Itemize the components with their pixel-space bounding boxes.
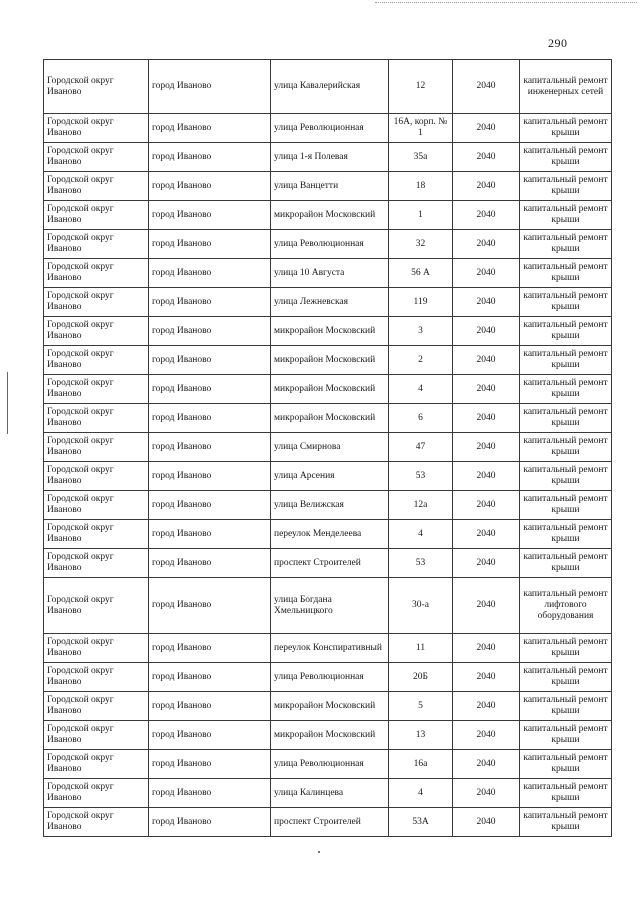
cell-work-type: капитальный ремонт крыши [520, 692, 612, 721]
cell-work-type: капитальный ремонт крыши [520, 462, 612, 491]
cell-year: 2040 [453, 721, 520, 750]
cell-work-type: капитальный ремонт крыши [520, 808, 612, 837]
cell-house-number: 5 [389, 692, 453, 721]
cell-house-number: 56 А [389, 259, 453, 288]
cell-house-number: 13 [389, 721, 453, 750]
table-row [44, 346, 612, 375]
cell-city: город Иваново [149, 114, 271, 143]
cell-street: микрорайон Московский [271, 692, 389, 721]
cell-year: 2040 [453, 114, 520, 143]
cell-year: 2040 [453, 201, 520, 230]
cell-year: 2040 [453, 808, 520, 837]
cell-street: проспект Строителей [271, 549, 389, 578]
cell-year: 2040 [453, 549, 520, 578]
cell-city: город Иваново [149, 663, 271, 692]
cell-city: город Иваново [149, 750, 271, 779]
cell-work-type: капитальный ремонт крыши [520, 172, 612, 201]
cell-okrug: Городской округ Иваново [44, 230, 149, 259]
table-row [44, 779, 612, 808]
cell-okrug: Городской округ Иваново [44, 520, 149, 549]
cell-work-type: капитальный ремонт крыши [520, 779, 612, 808]
cell-city: город Иваново [149, 520, 271, 549]
cell-work-type: капитальный ремонт крыши [520, 663, 612, 692]
cell-house-number: 2 [389, 346, 453, 375]
cell-house-number: 1 [389, 201, 453, 230]
table-row [44, 375, 612, 404]
cell-work-type: капитальный ремонт крыши [520, 259, 612, 288]
table-row [44, 750, 612, 779]
cell-house-number: 53 [389, 462, 453, 491]
cell-okrug: Городской округ Иваново [44, 779, 149, 808]
cell-city: город Иваново [149, 201, 271, 230]
cell-okrug: Городской округ Иваново [44, 549, 149, 578]
cell-work-type: капитальный ремонт крыши [520, 549, 612, 578]
cell-city: город Иваново [149, 462, 271, 491]
cell-street: микрорайон Московский [271, 404, 389, 433]
cell-street: микрорайон Московский [271, 721, 389, 750]
cell-year: 2040 [453, 692, 520, 721]
cell-okrug: Городской округ Иваново [44, 808, 149, 837]
cell-street: микрорайон Московский [271, 201, 389, 230]
cell-year: 2040 [453, 520, 520, 549]
cell-year: 2040 [453, 750, 520, 779]
cell-city: город Иваново [149, 375, 271, 404]
cell-house-number: 12 [389, 60, 453, 114]
cell-work-type: капитальный ремонт крыши [520, 433, 612, 462]
cell-city: город Иваново [149, 549, 271, 578]
cell-street: микрорайон Московский [271, 346, 389, 375]
cell-house-number: 4 [389, 779, 453, 808]
cell-okrug: Городской округ Иваново [44, 114, 149, 143]
cell-house-number: 119 [389, 288, 453, 317]
cell-work-type: капитальный ремонт инженерных сетей [520, 60, 612, 114]
cell-street: улица 1-я Полевая [271, 143, 389, 172]
table-row [44, 462, 612, 491]
cell-okrug: Городской округ Иваново [44, 288, 149, 317]
cell-street: улица Кавалерийская [271, 60, 389, 114]
cell-year: 2040 [453, 462, 520, 491]
scan-top-mark [375, 2, 637, 5]
cell-house-number: 12а [389, 491, 453, 520]
cell-year: 2040 [453, 172, 520, 201]
cell-year: 2040 [453, 491, 520, 520]
cell-city: город Иваново [149, 60, 271, 114]
cell-okrug: Городской округ Иваново [44, 404, 149, 433]
cell-street: улица Ванцетти [271, 172, 389, 201]
cell-year: 2040 [453, 779, 520, 808]
cell-okrug: Городской округ Иваново [44, 721, 149, 750]
cell-street: улица Революционная [271, 230, 389, 259]
table-row [44, 663, 612, 692]
cell-house-number: 11 [389, 634, 453, 663]
table-row [44, 578, 612, 634]
cell-house-number: 4 [389, 520, 453, 549]
cell-work-type: капитальный ремонт лифтового оборудования [520, 578, 612, 634]
cell-work-type: капитальный ремонт крыши [520, 375, 612, 404]
cell-year: 2040 [453, 578, 520, 634]
cell-house-number: 53А [389, 808, 453, 837]
cell-okrug: Городской округ Иваново [44, 663, 149, 692]
cell-house-number: 16а [389, 750, 453, 779]
cell-okrug: Городской округ Иваново [44, 578, 149, 634]
cell-city: город Иваново [149, 721, 271, 750]
cell-city: город Иваново [149, 259, 271, 288]
cell-okrug: Городской округ Иваново [44, 201, 149, 230]
cell-city: город Иваново [149, 578, 271, 634]
cell-okrug: Городской округ Иваново [44, 750, 149, 779]
cell-city: город Иваново [149, 491, 271, 520]
cell-work-type: капитальный ремонт крыши [520, 404, 612, 433]
housing-repair-table [43, 59, 612, 837]
cell-city: город Иваново [149, 692, 271, 721]
cell-house-number: 3 [389, 317, 453, 346]
cell-year: 2040 [453, 317, 520, 346]
cell-year: 2040 [453, 433, 520, 462]
cell-okrug: Городской округ Иваново [44, 491, 149, 520]
table-row [44, 143, 612, 172]
cell-street: улица Лежневская [271, 288, 389, 317]
cell-house-number: 53 [389, 549, 453, 578]
cell-work-type: капитальный ремонт крыши [520, 143, 612, 172]
cell-work-type: капитальный ремонт крыши [520, 520, 612, 549]
cell-street: улица Богдана Хмельницкого [271, 578, 389, 634]
cell-city: город Иваново [149, 172, 271, 201]
table-row [44, 520, 612, 549]
table-row [44, 808, 612, 837]
cell-street: проспект Строителей [271, 808, 389, 837]
cell-work-type: капитальный ремонт крыши [520, 201, 612, 230]
cell-okrug: Городской округ Иваново [44, 143, 149, 172]
cell-street: микрорайон Московский [271, 375, 389, 404]
table-row [44, 172, 612, 201]
cell-year: 2040 [453, 60, 520, 114]
cell-street: переулок Менделеева [271, 520, 389, 549]
table-row [44, 201, 612, 230]
cell-house-number: 47 [389, 433, 453, 462]
table-row [44, 721, 612, 750]
scan-binding-mark [7, 372, 8, 434]
table-row [44, 404, 612, 433]
cell-okrug: Городской округ Иваново [44, 634, 149, 663]
cell-house-number: 16А, корп. № 1 [389, 114, 453, 143]
cell-street: улица Революционная [271, 750, 389, 779]
scan-bottom-mark [318, 851, 320, 853]
cell-city: город Иваново [149, 404, 271, 433]
cell-street: улица 10 Августа [271, 259, 389, 288]
cell-year: 2040 [453, 375, 520, 404]
cell-street: улица Калинцева [271, 779, 389, 808]
table-row [44, 60, 612, 114]
cell-year: 2040 [453, 634, 520, 663]
cell-year: 2040 [453, 346, 520, 375]
page-number: 290 [548, 36, 568, 50]
cell-city: город Иваново [149, 779, 271, 808]
table-row [44, 230, 612, 259]
cell-work-type: капитальный ремонт крыши [520, 317, 612, 346]
cell-street: улица Смирнова [271, 433, 389, 462]
cell-year: 2040 [453, 404, 520, 433]
cell-city: город Иваново [149, 634, 271, 663]
cell-okrug: Городской округ Иваново [44, 692, 149, 721]
cell-okrug: Городской округ Иваново [44, 375, 149, 404]
table-row [44, 549, 612, 578]
table-row [44, 692, 612, 721]
cell-year: 2040 [453, 288, 520, 317]
cell-okrug: Городской округ Иваново [44, 346, 149, 375]
table-row [44, 114, 612, 143]
cell-okrug: Городской округ Иваново [44, 259, 149, 288]
cell-year: 2040 [453, 143, 520, 172]
cell-work-type: капитальный ремонт крыши [520, 491, 612, 520]
cell-house-number: 6 [389, 404, 453, 433]
cell-city: город Иваново [149, 288, 271, 317]
cell-work-type: капитальный ремонт крыши [520, 230, 612, 259]
cell-okrug: Городской округ Иваново [44, 317, 149, 346]
cell-work-type: капитальный ремонт крыши [520, 634, 612, 663]
cell-house-number: 35а [389, 143, 453, 172]
cell-city: город Иваново [149, 433, 271, 462]
cell-house-number: 18 [389, 172, 453, 201]
cell-house-number: 4 [389, 375, 453, 404]
table-row [44, 317, 612, 346]
cell-okrug: Городской округ Иваново [44, 462, 149, 491]
cell-street: улица Арсения [271, 462, 389, 491]
cell-house-number: 30-а [389, 578, 453, 634]
cell-work-type: капитальный ремонт крыши [520, 288, 612, 317]
cell-city: город Иваново [149, 143, 271, 172]
table-body [44, 60, 612, 837]
cell-city: город Иваново [149, 317, 271, 346]
cell-work-type: капитальный ремонт крыши [520, 114, 612, 143]
table-row [44, 491, 612, 520]
cell-okrug: Городской округ Иваново [44, 172, 149, 201]
cell-house-number: 32 [389, 230, 453, 259]
table-row [44, 433, 612, 462]
cell-street: улица Революционная [271, 663, 389, 692]
cell-work-type: капитальный ремонт крыши [520, 346, 612, 375]
cell-okrug: Городской округ Иваново [44, 60, 149, 114]
cell-okrug: Городской округ Иваново [44, 433, 149, 462]
cell-work-type: капитальный ремонт крыши [520, 750, 612, 779]
cell-city: город Иваново [149, 808, 271, 837]
cell-street: переулок Конспиративный [271, 634, 389, 663]
cell-city: город Иваново [149, 230, 271, 259]
table-row [44, 634, 612, 663]
cell-year: 2040 [453, 230, 520, 259]
table-row [44, 288, 612, 317]
table-row [44, 259, 612, 288]
cell-street: улица Велижская [271, 491, 389, 520]
cell-house-number: 20Б [389, 663, 453, 692]
cell-street: улица Революционная [271, 114, 389, 143]
cell-year: 2040 [453, 259, 520, 288]
cell-work-type: капитальный ремонт крыши [520, 721, 612, 750]
cell-city: город Иваново [149, 346, 271, 375]
cell-year: 2040 [453, 663, 520, 692]
cell-street: микрорайон Московский [271, 317, 389, 346]
